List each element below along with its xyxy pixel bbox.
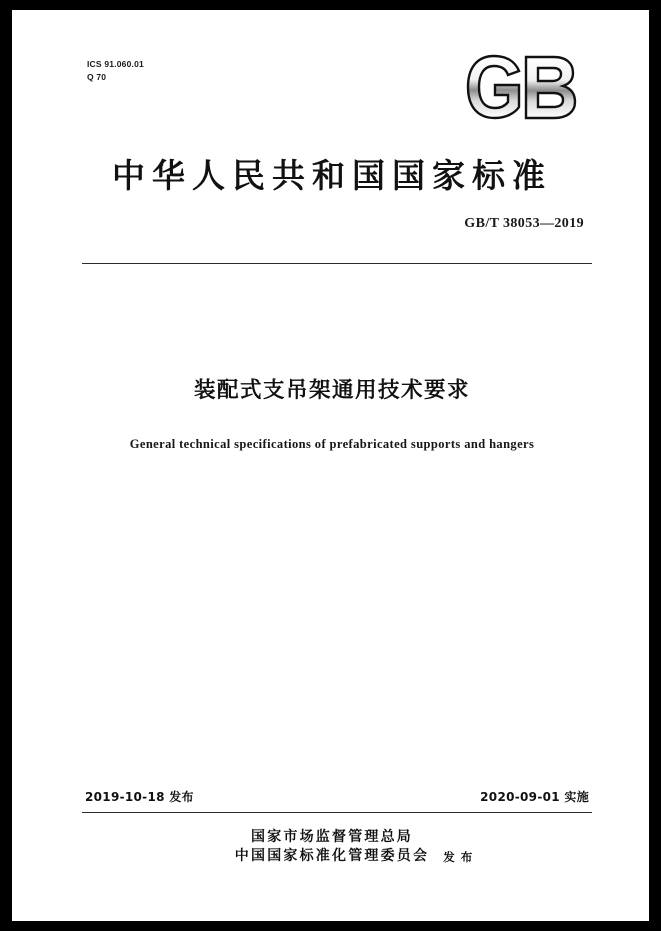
publish-verb: 发 布: [443, 850, 474, 864]
publisher-line-2: 中国国家标准化管理委员会: [234, 848, 430, 864]
standard-cover-page: [12, 10, 649, 921]
footer-divider: [82, 812, 592, 813]
document-title-chinese: 装配式支吊架通用技术要求: [193, 378, 470, 403]
ics-classification-block: [87, 58, 144, 84]
effective-date: 2020-09-01 实施: [480, 790, 589, 804]
date-row: [82, 788, 592, 806]
ics-code: ICS 91.060.01: [87, 59, 144, 69]
publisher-line-1: 国家市场监督管理总局: [251, 829, 413, 845]
cover-content-area: [72, 10, 592, 921]
national-standard-heading: 中华人民共和国国家标准: [112, 156, 552, 195]
publisher-block: [72, 828, 592, 866]
publisher-names: [234, 828, 474, 866]
document-title-english: General technical specifications of prefabricated supports and hangers: [129, 437, 535, 451]
header-divider: [82, 263, 592, 264]
gb-national-standard-logo-icon: [464, 52, 584, 122]
standard-number: GB/T 38053—2019: [464, 216, 584, 231]
issue-date: 2019-10-18 发布: [85, 790, 194, 804]
ccs-code: Q 70: [87, 72, 107, 82]
